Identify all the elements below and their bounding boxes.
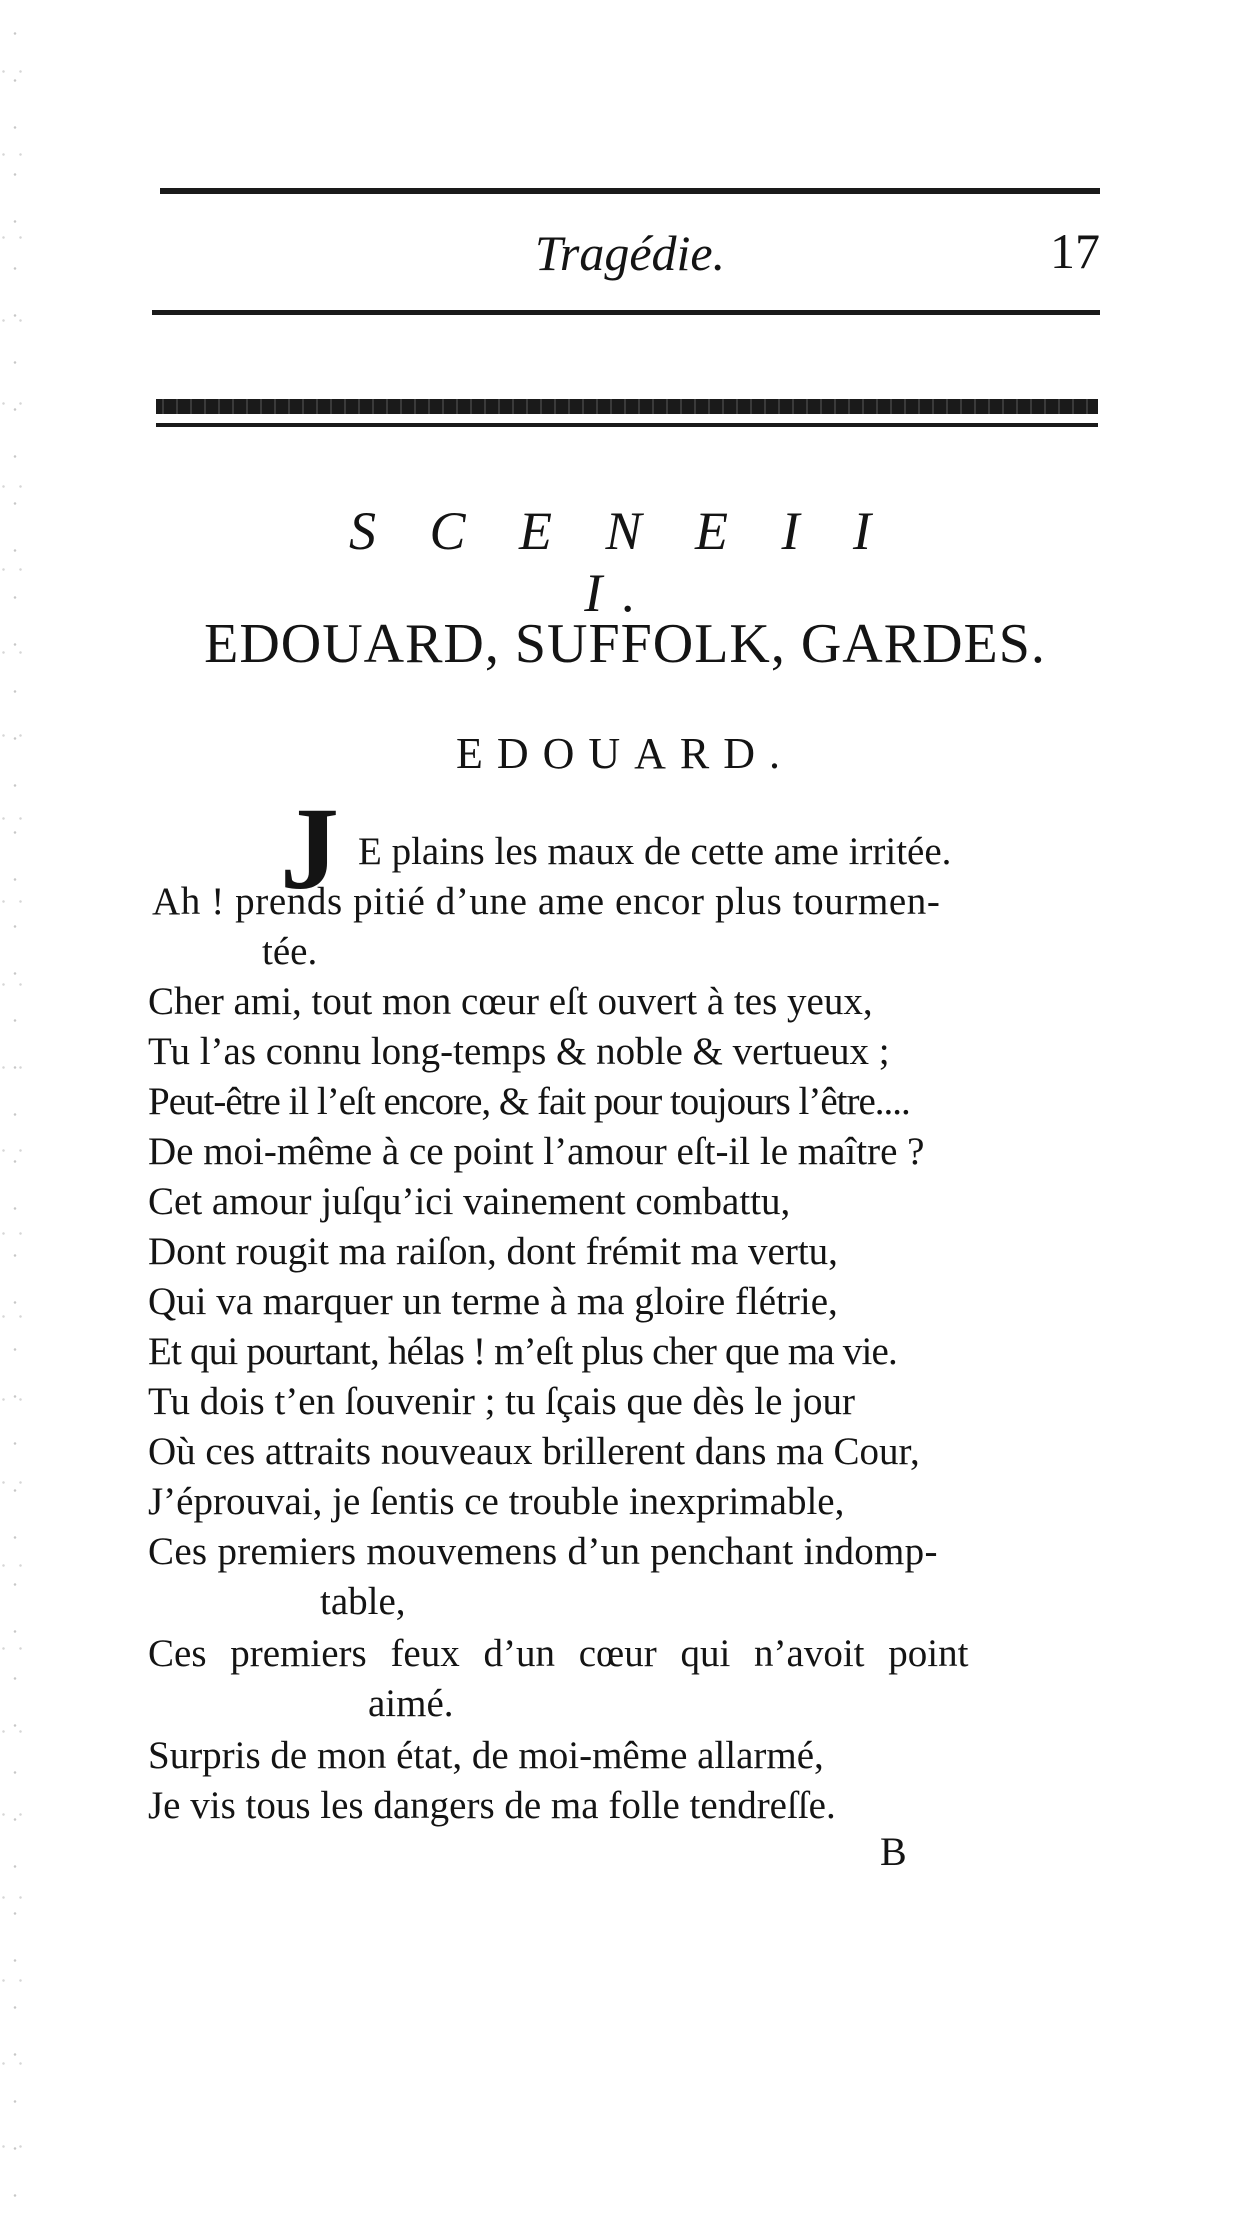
page-number: 17	[1050, 223, 1100, 279]
verse-line: tée.	[262, 930, 318, 973]
verse-line: Cher ami, tout mon cœur eſt ouvert à tes yeux,	[148, 980, 873, 1023]
scene-characters: EDOUARD, SUFFOLK, GARDES.	[204, 613, 1046, 675]
header-top-rule	[160, 188, 1100, 194]
verse-line: E plains les maux de cette ame irritée.	[358, 830, 952, 873]
verse-line: De moi-même à ce point l’amour eſt-il le maître ?	[148, 1130, 925, 1173]
verse-line: Surpris de mon état, de moi-même allarmé,	[148, 1734, 824, 1777]
verse-line: J’éprouvai, je ſentis ce trouble inexprimable,	[148, 1480, 845, 1523]
verse-line: table,	[320, 1580, 406, 1623]
verse-line: Peut-être il l’eſt encore, & fait pour toujours l’être....	[148, 1080, 910, 1123]
verse-line: Tu dois t’en ſouvenir ; tu ſçais que dès le jour	[148, 1380, 855, 1423]
verse-line: Ah ! prends pitié d’une ame encor plus tourmen-	[152, 880, 941, 923]
verse-line: aimé.	[368, 1682, 454, 1725]
ornament-rule-thick	[156, 399, 1098, 414]
header-bottom-rule	[152, 310, 1100, 315]
verse-line: Ces premiers mouvemens d’un penchant indomp-	[148, 1530, 938, 1573]
verse-line: Et qui pourtant, hélas ! m’eſt plus cher que ma vie.	[148, 1330, 898, 1373]
scan-margin-specks	[0, 0, 30, 2225]
ornament-rule-thin	[156, 423, 1098, 427]
signature-mark: B	[880, 1829, 907, 1874]
verse-line: Dont rougit ma raiſon, dont frémit ma vertu,	[148, 1230, 838, 1273]
verse-line: Qui va marquer un terme à ma gloire flétrie,	[148, 1280, 838, 1323]
verse-line: Ces premiers feux d’un cœur qui n’avoit point	[148, 1632, 969, 1675]
scene-title: S C E N E I I I.	[349, 501, 891, 623]
verse-line: Tu l’as connu long-temps & noble & vertueux ;	[148, 1030, 890, 1073]
speaker-name: EDOUARD.	[455, 729, 795, 778]
drop-cap: J	[280, 783, 339, 914]
verse-line: Où ces attraits nouveaux brillerent dans ma Cour,	[148, 1430, 920, 1473]
running-title: Tragédie.	[534, 225, 726, 281]
verse-line: Je vis tous les dangers de ma folle tendreſſe.	[148, 1784, 836, 1827]
verse-line: Cet amour juſqu’ici vainement combattu,	[148, 1180, 791, 1223]
